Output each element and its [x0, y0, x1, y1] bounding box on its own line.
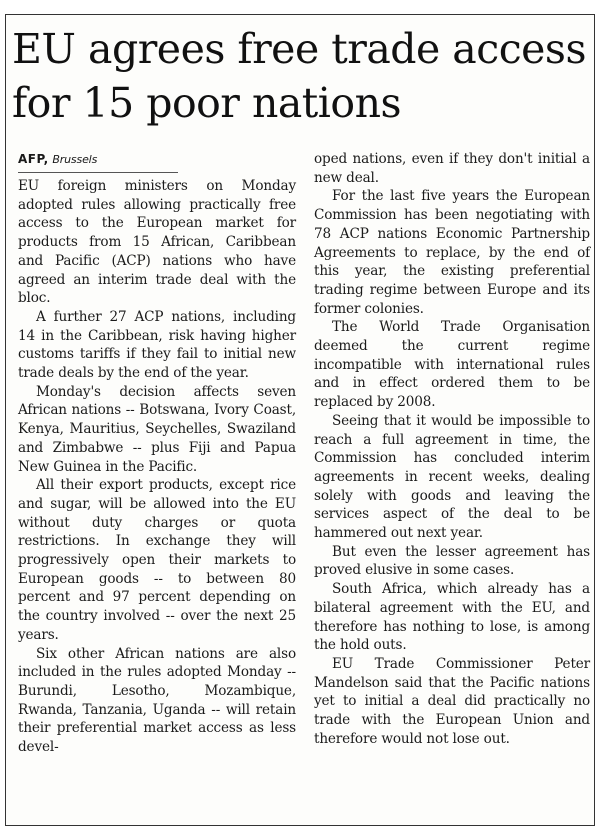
paragraph: South Africa, which already has a bilateral agreement with the EU, and therefore has nothing to lose, is among the hold outs. — [314, 581, 590, 654]
paragraph: Monday's decision affects seven African nations -- Botswana, Ivory Coast, Kenya, Mauritius, Seychelles, Swaziland and Zimbabwe -- plus Fiji and Papua New Guinea in the Pacific. — [18, 383, 296, 475]
paragraph: But even the lesser agreement has proved elusive in some cases. — [314, 543, 590, 579]
paragraph: Seeing that it would be impossible to reach a full agreement in time, the Commission has concluded interim agreements in recent weeks, dealing solely with goods and leaving the services aspect of the deal to be hammered out next year. — [314, 412, 590, 542]
paragraph: All their export products, except rice and sugar, will be allowed into the EU without duty charges or quota restrictions. In exchange they will progressively open their markets to European goods -- to between 80 percent and 97 percent depending on the country involved -- over the next 25 years. — [18, 477, 296, 643]
right-column — [314, 150, 590, 749]
byline — [18, 150, 178, 173]
paragraph: EU foreign ministers on Monday adopted rules allowing practically free access to the European market for products from 15 African, Caribbean and Pacific (ACP) nations who have agreed an interim trade deal with the bloc. — [18, 178, 296, 307]
paragraph: EU Trade Commissioner Peter Mandelson said that the Pacific nations yet to initial a deal did practically no trade with the European Union and therefore would not lose out. — [314, 655, 590, 747]
left-column — [18, 150, 296, 757]
byline-place: Brussels — [52, 153, 98, 166]
headline-line-1: EU agrees free trade access — [12, 25, 587, 73]
paragraph: For the last five years the European Commission has been negotiating with 78 ACP nations Economic Partnership Agreements to replace, by the end of this year, the existing preferential trading regime between Europe and its former colonies. — [314, 188, 590, 317]
headline-line-2: for 15 poor nations — [12, 79, 402, 127]
byline-agency: AFP, — [18, 152, 49, 166]
paragraph: The World Trade Organisation deemed the current regime incompatible with international rules and in effect ordered them to be replaced by 2008. — [314, 319, 590, 411]
paragraph: A further 27 ACP nations, including 14 in the Caribbean, risk having higher customs tariffs if they fail to initial new trade deals by the end of the year. — [18, 308, 296, 382]
headline — [12, 22, 592, 130]
paragraph: Six other African nations are also included in the rules adopted Monday -- Burundi, Lesotho, Mozambique, Rwanda, Tanzania, Uganda -- will retain their preferential market access as less devel- — [18, 645, 296, 756]
paragraph-continuation: oped nations, even if they don't initial a new deal. — [314, 151, 590, 186]
